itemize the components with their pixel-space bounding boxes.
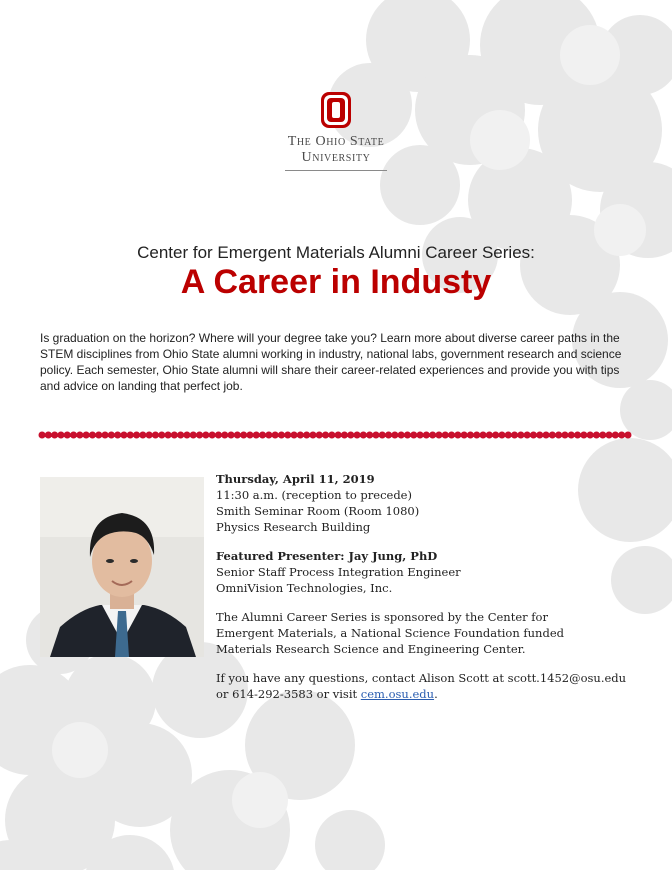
contact-suffix: . bbox=[434, 687, 438, 701]
sponsor-line-1: The Alumni Career Series is sponsored by the Center for bbox=[216, 610, 548, 624]
logo-line-1: The Ohio State bbox=[287, 134, 385, 149]
logo-rule bbox=[285, 170, 387, 171]
osu-logo bbox=[270, 92, 402, 171]
contact-line-1: If you have any questions, contact Alison Scott at scott.1452@osu.edu bbox=[216, 671, 627, 685]
contact-prefix: or 614-292-3583 or visit bbox=[216, 687, 361, 701]
logo-line-2: University bbox=[301, 150, 371, 165]
event-details bbox=[216, 471, 656, 702]
presenter-title: Senior Staff Process Integration Engineer bbox=[216, 565, 461, 579]
sponsor-line-2: Emergent Materials, a National Science Foundation funded bbox=[216, 626, 564, 640]
event-room: Smith Seminar Room (Room 1080) bbox=[216, 504, 420, 518]
page-title: A Career in Industy bbox=[180, 263, 492, 301]
cem-website-link[interactable]: cem.osu.edu bbox=[360, 687, 435, 701]
presenter-photo bbox=[40, 477, 204, 657]
presenter-heading: Featured Presenter: Jay Jung, PhD bbox=[216, 549, 438, 563]
contact-line-2 bbox=[216, 686, 656, 702]
sponsor-line-3: Materials Research Science and Engineering Center. bbox=[216, 642, 526, 656]
series-subtitle: Center for Emergent Materials Alumni Career Series: bbox=[137, 243, 535, 262]
event-date: Thursday, April 11, 2019 bbox=[216, 472, 375, 486]
dotted-divider bbox=[38, 430, 634, 440]
event-building: Physics Research Building bbox=[216, 520, 371, 534]
block-o-icon bbox=[321, 92, 351, 128]
event-time: 11:30 a.m. (reception to precede) bbox=[216, 488, 412, 502]
intro-paragraph: Is graduation on the horizon? Where will your degree take you? Learn more about diverse career paths in the STEM disciplines from Ohio State alumni working in industry, national labs, government research and science policy. Each semester, Ohio State alumni will share their career-related experiences and provide you with tips and advice on landing that perfect job. bbox=[40, 331, 622, 393]
presenter-company: OmniVision Technologies, Inc. bbox=[216, 581, 393, 595]
